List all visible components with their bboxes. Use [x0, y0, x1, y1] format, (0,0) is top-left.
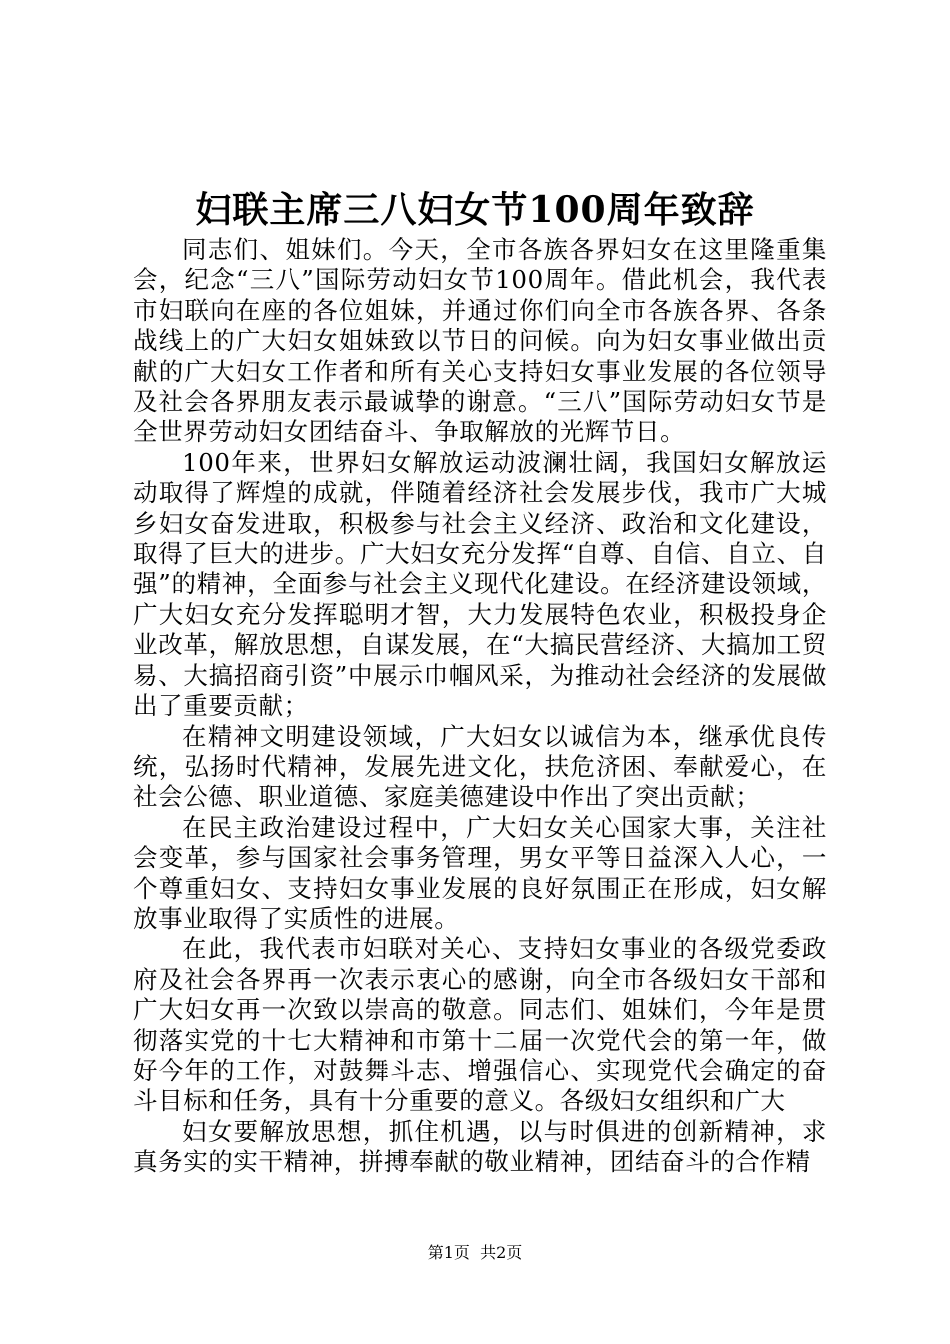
page-total: 共2页: [480, 1243, 523, 1262]
paragraph-4: 在民主政治建设过程中，广大妇女关心国家大事，关注社会变革，参与国家社会事务管理，男女平等日益深入人心，一个尊重妇女、支持妇女事业发展的良好氛围正在形成，妇女解放事业取得了实质性的进展。: [133, 812, 827, 933]
document-body: [133, 235, 827, 1178]
paragraph-1: 同志们、姐妹们。今天，全市各族各界妇女在这里隆重集会，纪念“三八”国际劳动妇女节100周年。借此机会，我代表市妇联向在座的各位姐妹，并通过你们向全市各族各界、各条战线上的广大妇女姐妹致以节日的问候。向为妇女事业做出贡献的广大妇女工作者和所有关心支持妇女事业发展的各位领导及社会各界朋友表示最诚挚的谢意。“三八”国际劳动妇女节是全世界劳动妇女团结奋斗、争取解放的光辉节日。: [133, 235, 827, 447]
document-title: 妇联主席三八妇女节100周年致辞: [195, 189, 755, 231]
paragraph-5: 在此，我代表市妇联对关心、支持妇女事业的各级党委政府及社会各界再一次表示衷心的感谢，向全市各级妇女干部和广大妇女再一次致以崇高的敬意。同志们、姐妹们，今年是贯彻落实党的十七大精神和市第十二届一次党代会的第一年，做好今年的工作，对鼓舞斗志、增强信心、实现党代会确定的奋斗目标和任务，具有十分重要的意义。各级妇女组织和广大: [133, 934, 827, 1116]
paragraph-3: 在精神文明建设领域，广大妇女以诚信为本，继承优良传统，弘扬时代精神，发展先进文化，扶危济困、奉献爱心，在社会公德、职业道德、家庭美德建设中作出了突出贡献；: [133, 721, 827, 812]
page-number: 第1页: [427, 1243, 470, 1262]
page-footer: [0, 1243, 950, 1263]
paragraph-2: 100年来，世界妇女解放运动波澜壮阔，我国妇女解放运动取得了辉煌的成就，伴随着经济社会发展步伐，我市广大城乡妇女奋发进取，积极参与社会主义经济、政治和文化建设，取得了巨大的进步。广大妇女充分发挥“自尊、自信、自立、自强”的精神，全面参与社会主义现代化建设。在经济建设领域，广大妇女充分发挥聪明才智，大力发展特色农业，积极投身企业改革，解放思想，自谋发展，在“大搞民营经济、大搞加工贸易、大搞招商引资”中展示巾帼风采，为推动社会经济的发展做出了重要贡献；: [133, 447, 827, 721]
paragraph-6: 妇女要解放思想，抓住机遇，以与时俱进的创新精神，求真务实的实干精神，拼搏奉献的敬业精神，团结奋斗的合作精: [133, 1116, 827, 1177]
